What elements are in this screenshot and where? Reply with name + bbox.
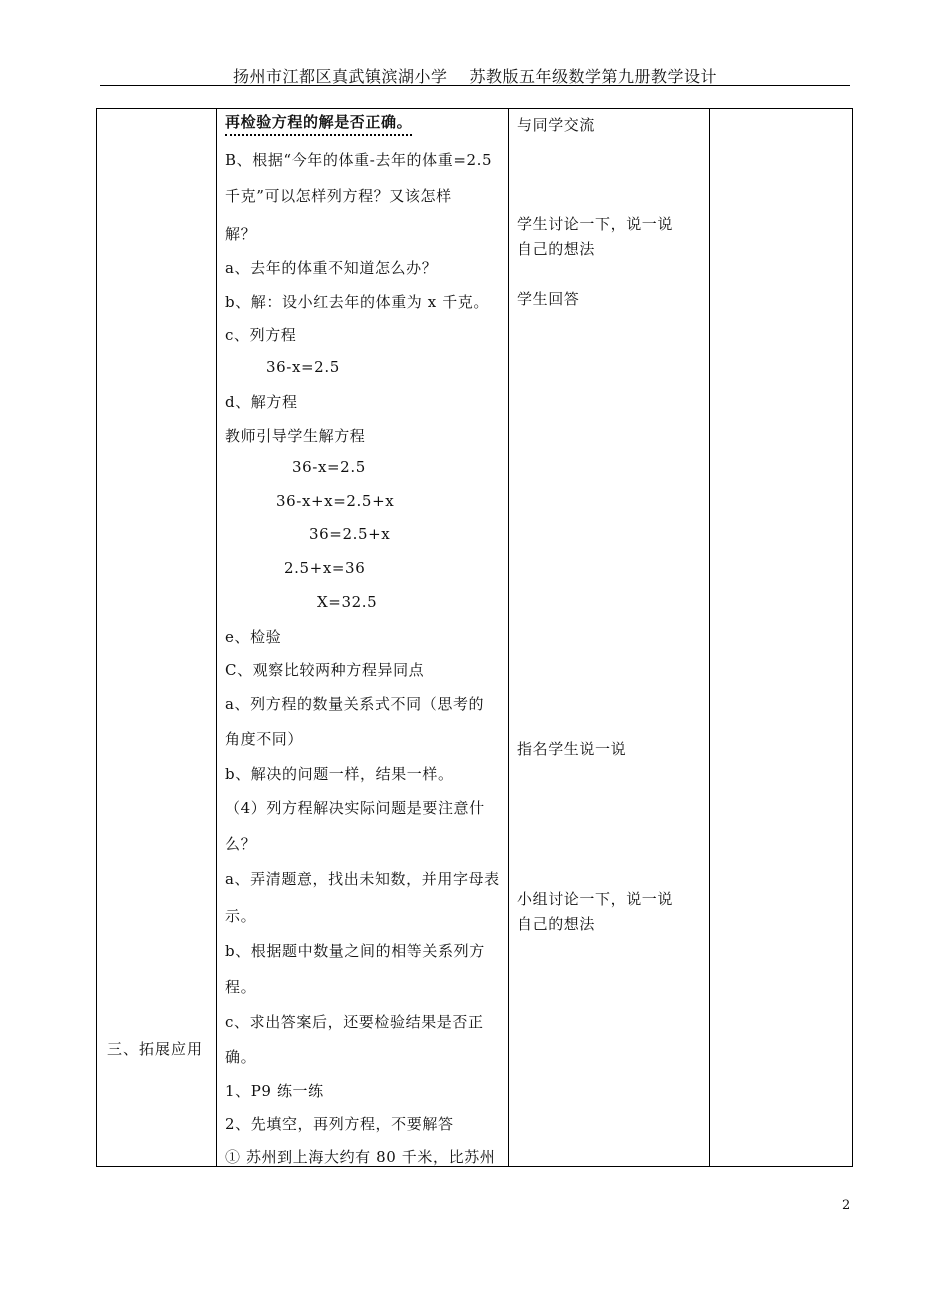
header-course: 苏教版五年级数学第九册教学设计 bbox=[469, 67, 718, 86]
teaching-content-column bbox=[217, 109, 508, 1166]
equation-line: 36-x=2.5 bbox=[292, 458, 366, 476]
student-note: 学生回答 bbox=[517, 290, 580, 308]
section-column bbox=[97, 109, 216, 1166]
content-line: C、观察比较两种方程异同点 bbox=[225, 661, 425, 679]
student-note: 学生讨论一下，说一说 bbox=[517, 215, 674, 233]
content-line: 程。 bbox=[225, 978, 257, 996]
header-school: 扬州市江都区真武镇滨湖小学 bbox=[232, 67, 448, 86]
equation-line: 36-x=2.5 bbox=[266, 358, 340, 376]
content-line: ① 苏州到上海大约有 80 千米，比苏州 bbox=[225, 1148, 496, 1166]
content-line: 教师引导学生解方程 bbox=[225, 427, 366, 445]
lesson-table bbox=[96, 108, 853, 1167]
content-line: b、解决的问题一样，结果一样。 bbox=[225, 765, 454, 783]
content-line: e、检验 bbox=[225, 628, 282, 646]
student-note: 自己的想法 bbox=[517, 240, 596, 258]
column-divider bbox=[709, 109, 710, 1166]
page-number: 2 bbox=[842, 1198, 851, 1213]
content-line: 2、先填空，再列方程，不要解答 bbox=[225, 1115, 454, 1133]
section-label: 三、拓展应用 bbox=[107, 1040, 204, 1058]
header-rule bbox=[100, 85, 850, 86]
content-line: a、去年的体重不知道怎么办？ bbox=[225, 259, 438, 277]
content-line: 再检验方程的解是否正确。 bbox=[225, 111, 412, 136]
student-note: 与同学交流 bbox=[517, 116, 596, 134]
content-line: a、列方程的数量关系式不同（思考的 bbox=[225, 695, 485, 713]
content-line: B、根据“今年的体重-去年的体重=2.5 bbox=[225, 151, 493, 169]
content-line: （4）列方程解决实际问题是要注意什 bbox=[225, 799, 485, 817]
student-note: 自己的想法 bbox=[517, 915, 596, 933]
equation-line: 36=2.5+x bbox=[309, 525, 391, 543]
content-line: 1、P9 练一练 bbox=[225, 1082, 324, 1100]
content-line: 解？ bbox=[225, 225, 257, 243]
student-activity-column bbox=[509, 109, 709, 1166]
content-line: 角度不同） bbox=[225, 730, 304, 748]
equation-line: 36-x+x=2.5+x bbox=[276, 492, 395, 510]
equation-line: X=32.5 bbox=[317, 593, 378, 611]
content-line: 么？ bbox=[225, 835, 257, 853]
content-line: b、根据题中数量之间的相等关系列方 bbox=[225, 942, 485, 960]
student-note: 小组讨论一下，说一说 bbox=[517, 890, 674, 908]
student-note: 指名学生说一说 bbox=[517, 740, 627, 758]
content-line: b、解：设小红去年的体重为 x 千克。 bbox=[225, 293, 489, 311]
content-line: c、列方程 bbox=[225, 326, 297, 344]
content-line: d、解方程 bbox=[225, 393, 298, 411]
content-line: 千克”可以怎样列方程？又该怎样 bbox=[225, 187, 452, 205]
page-header bbox=[100, 64, 850, 87]
equation-line: 2.5+x=36 bbox=[284, 559, 366, 577]
content-line: a、弄清题意，找出未知数，并用字母表 bbox=[225, 870, 500, 888]
content-line: 示。 bbox=[225, 907, 257, 925]
content-line: c、求出答案后，还要检验结果是否正 bbox=[225, 1013, 484, 1031]
content-line: 确。 bbox=[225, 1048, 257, 1066]
